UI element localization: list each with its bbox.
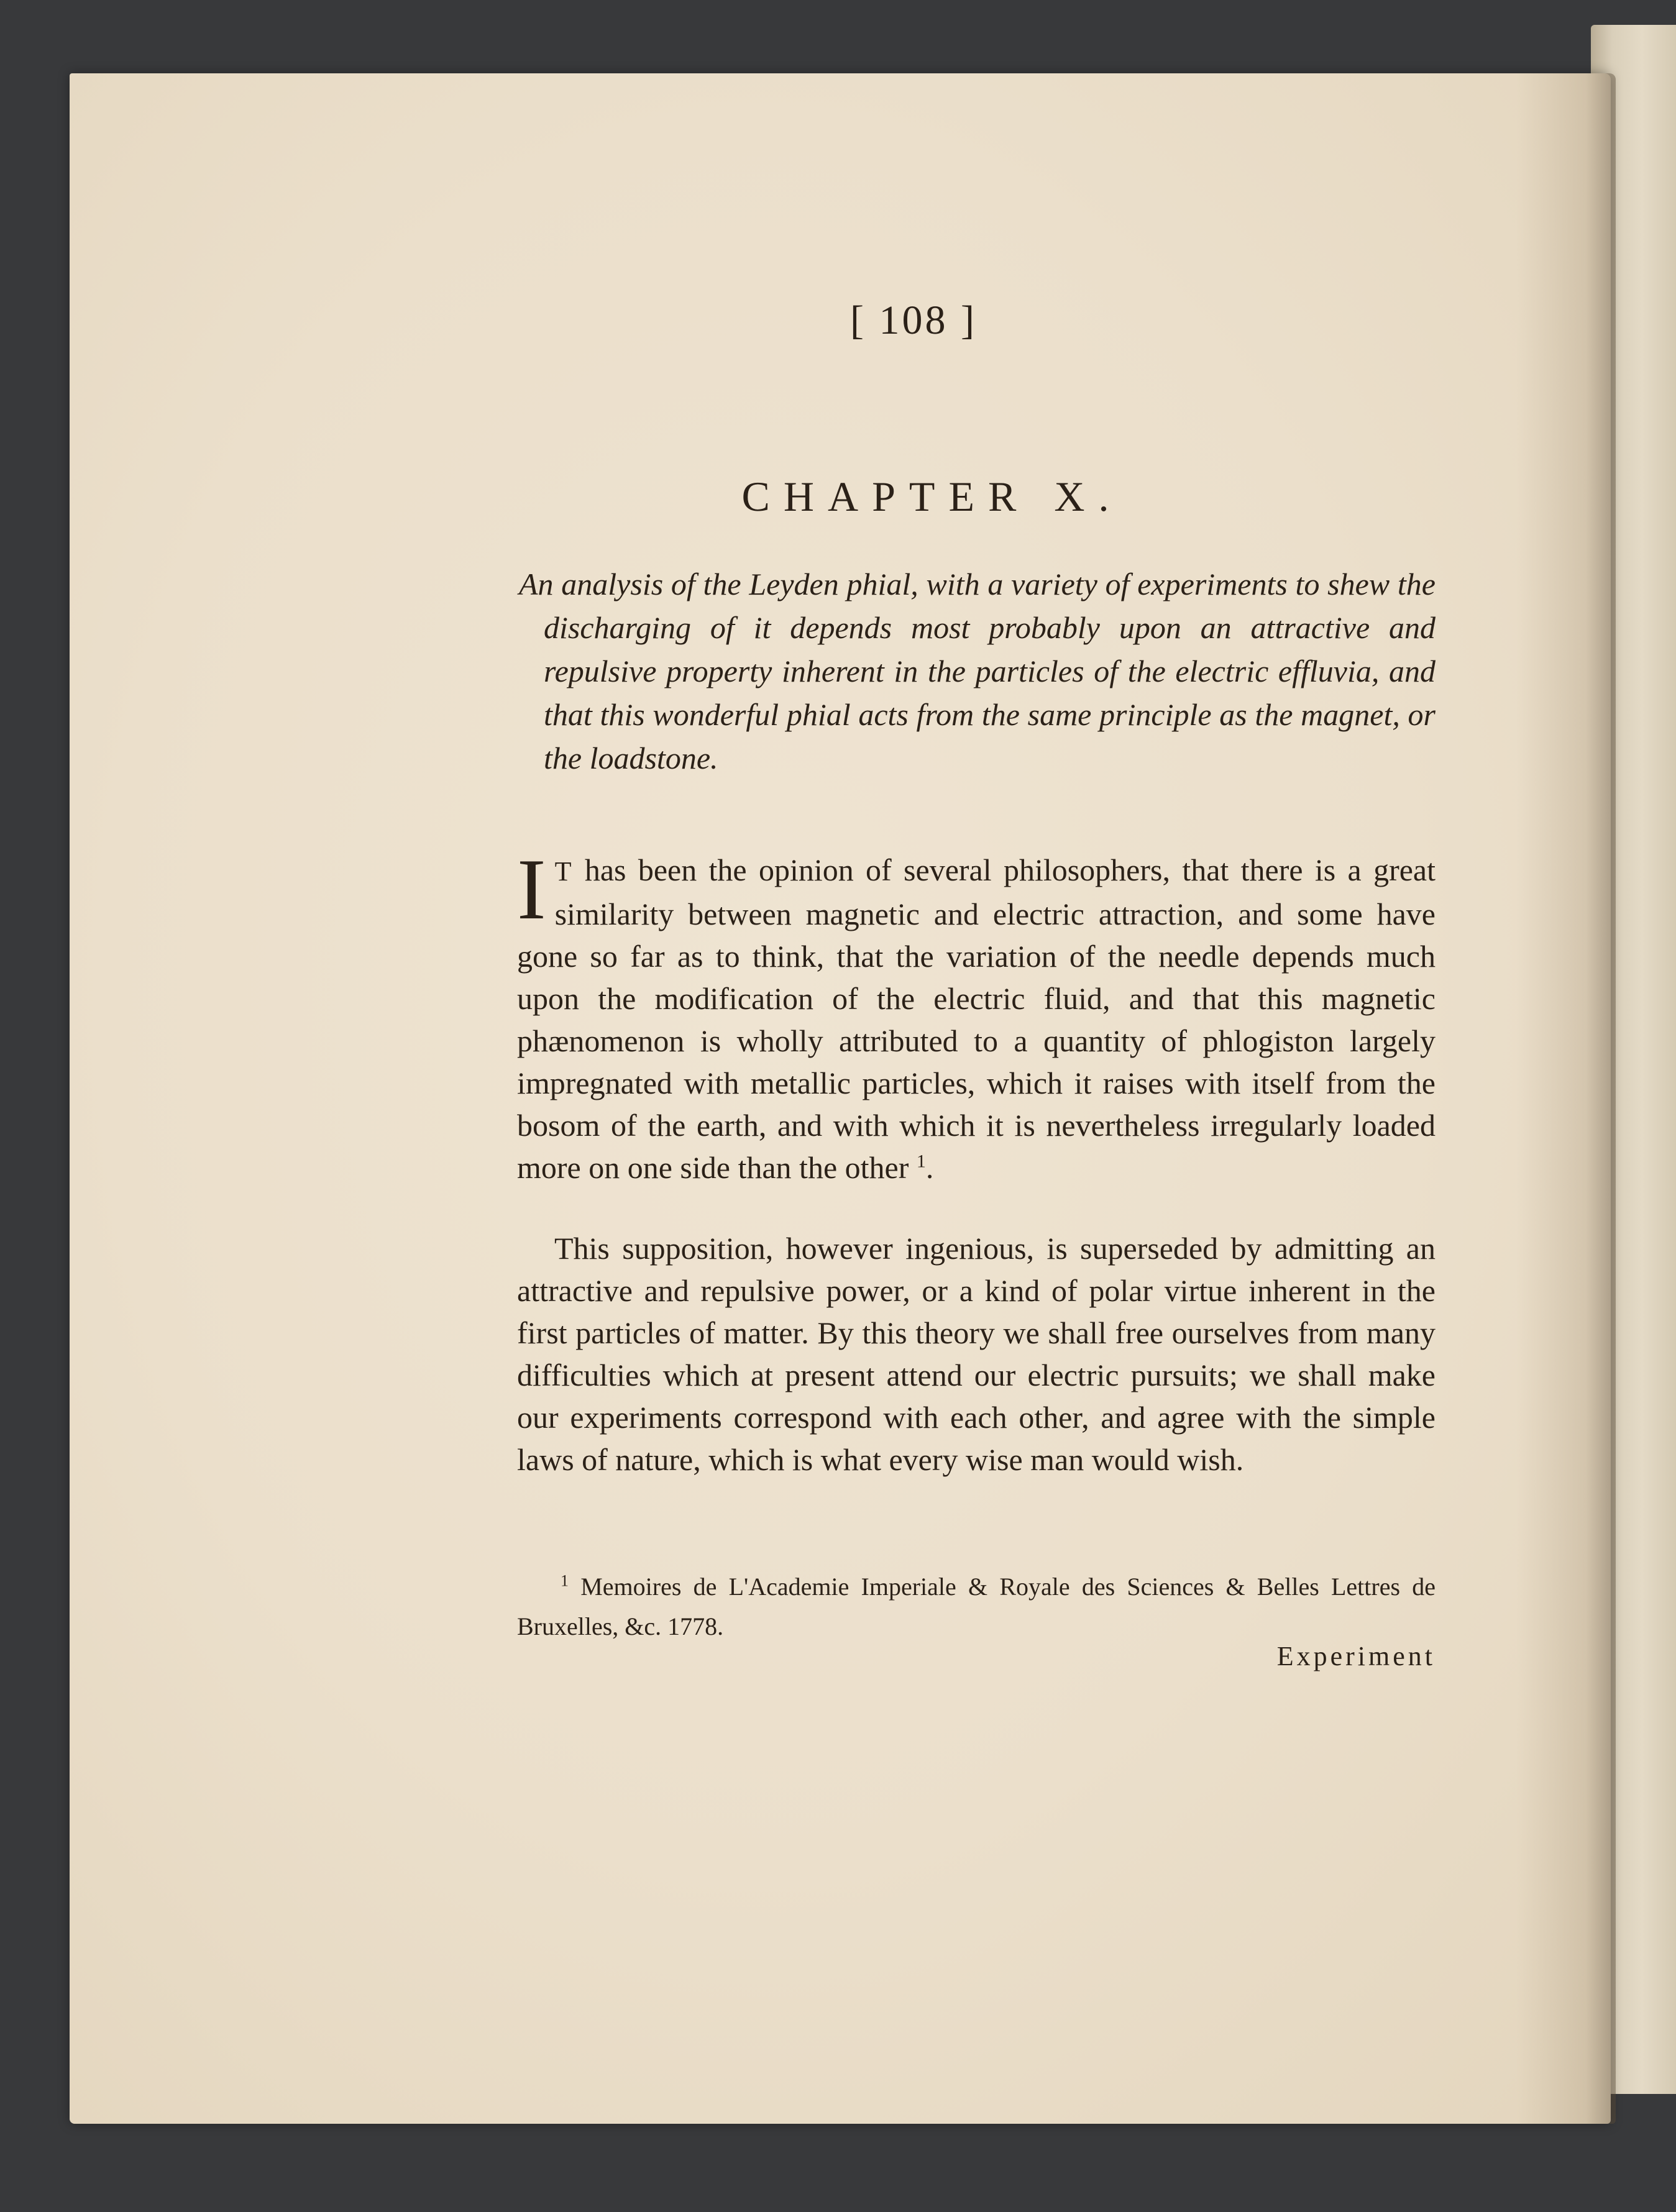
chapter-summary: An analysis of the Leyden phial, with a variety of experiments to shew the discharging of it depends most probably upon an attractive and repulsive property inherent in the particles of the electric effluvia, and that this wonderful phial acts from the same principle as the magnet, or the loadstone. — [519, 567, 1436, 775]
chapter-title: CHAPTER X. — [741, 473, 1123, 520]
footnote — [517, 1567, 1436, 1647]
page-number: [ 108 ] — [850, 298, 977, 343]
footnote-text: Memoires de L'Academie Imperiale & Royale des Sciences & Belles Lettres de Bruxelles, &c. 1778. — [517, 1573, 1436, 1640]
drop-cap: I — [517, 841, 546, 938]
paragraph-2: This supposition, however ingenious, is superseded by admitting an attractive and repulsive power, or a kind of polar virtue inherent in the first particles of matter. By this theory we shall free ourselves from many difficulties which at present attend our electric pursuits; we shall make our experiments correspond with each other, and agree with the simple laws of nature, which is what every wise man would wish. — [517, 1231, 1436, 1477]
footnote-reference: 1 — [916, 1151, 926, 1172]
first-word-rest: T — [554, 856, 573, 887]
footnote-mark: 1 — [561, 1571, 569, 1590]
page-gutter-shadow — [1516, 73, 1616, 2124]
paragraph-1 — [517, 841, 1436, 1189]
paragraph-1-end: . — [925, 1150, 934, 1185]
paragraph-1-text: has been the opinion of several philosophers, that there is a great similarity between magnetic and electric attraction, and some have gone so far as to think, that the variation of the needle depends much upon the modification of the electric fluid, and that this magnetic phænomenon is wholly attributed to a quantity of phlogiston largely impregnated with metallic particles, which it raises with itself from the bosom of the earth, and with which it is nevertheless irregularly loaded more on one side than the other — [517, 852, 1436, 1185]
catchword: Experiment — [1276, 1641, 1436, 1671]
